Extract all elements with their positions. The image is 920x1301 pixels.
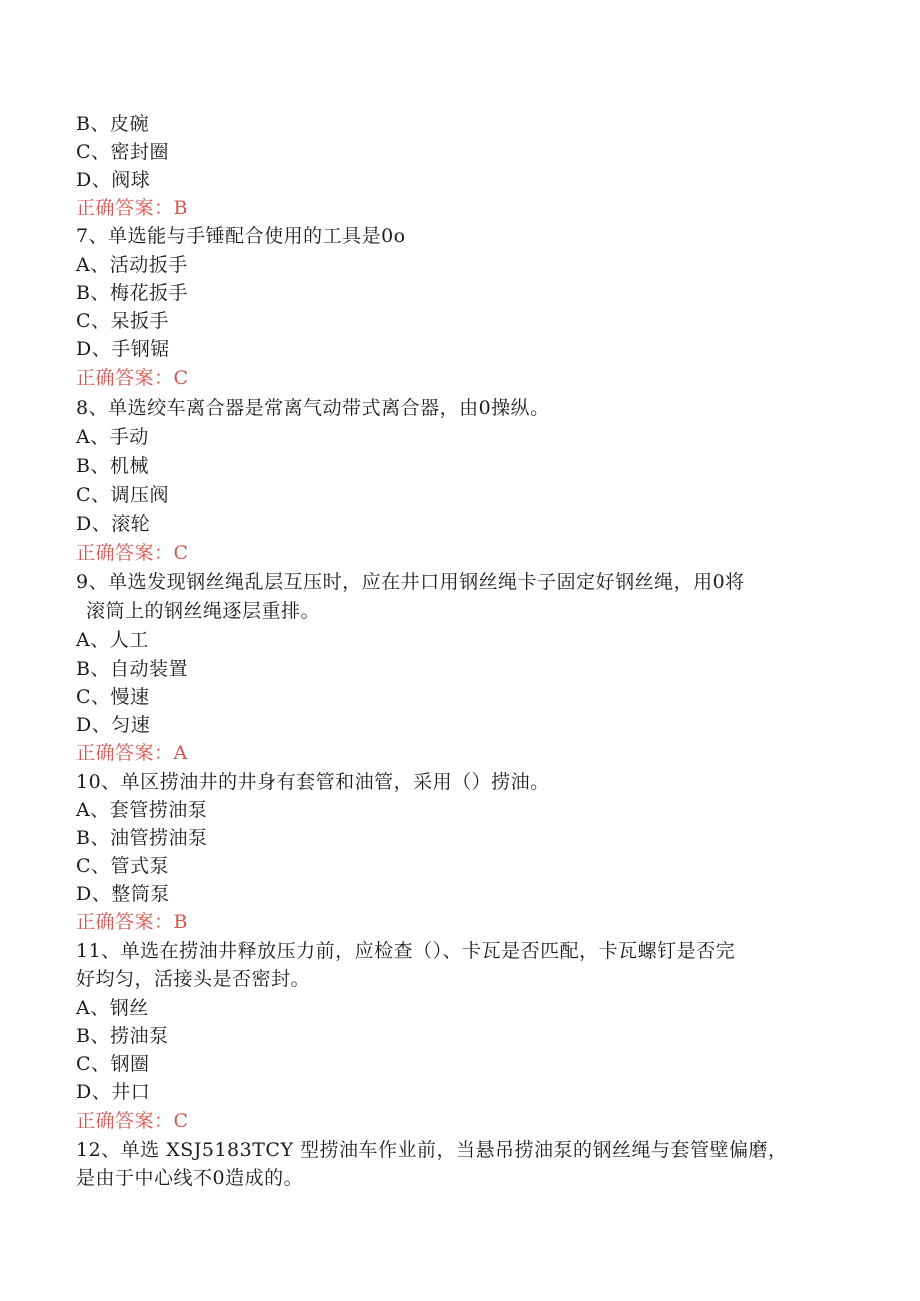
option-line: C、慢速: [76, 686, 150, 708]
question-line: 11、单选在捞油井释放压力前，应检查（）、卡瓦是否匹配，卡瓦螺钉是否完: [76, 940, 736, 962]
option-line: B、油管捞油泵: [76, 827, 208, 849]
option-line: D、整筒泵: [76, 883, 170, 905]
answer-line: 正确答案：C: [76, 1110, 189, 1132]
option-line: C、钢圈: [76, 1053, 150, 1075]
option-line: A、人工: [76, 629, 149, 651]
question-line: 12、单选 XSJ5183TCY 型捞油车作业前，当悬吊捞油泵的钢丝绳与套管壁偏磨，: [76, 1139, 788, 1161]
option-line: D、匀速: [76, 714, 151, 736]
option-line: C、调压阀: [76, 484, 170, 506]
question-continuation-line: 是由于中心线不0造成的。: [76, 1167, 304, 1189]
question-continuation-line: 好均匀，活接头是否密封。: [76, 968, 311, 990]
option-line: D、手钢锯: [76, 338, 170, 360]
option-line: A、手动: [76, 426, 149, 448]
question-continuation-line: 滚筒上的钢丝绳逐层重排。: [86, 600, 321, 622]
question-line: 8、单选绞车离合器是常离气动带式离合器，由0操纵。: [76, 397, 550, 419]
option-line: B、机械: [76, 455, 149, 477]
answer-line: 正确答案：C: [76, 367, 189, 389]
option-line: D、滚轮: [76, 513, 151, 535]
option-line: A、活动扳手: [76, 254, 188, 276]
answer-line: 正确答案：B: [76, 911, 188, 933]
option-line: C、管式泵: [76, 855, 170, 877]
answer-line: 正确答案：C: [76, 542, 189, 564]
answer-line: 正确答案：A: [76, 742, 188, 764]
answer-line: 正确答案：B: [76, 197, 188, 219]
option-line: C、呆扳手: [76, 310, 170, 332]
question-line: 9、单选发现钢丝绳乱层互压时，应在井口用钢丝绳卡子固定好钢丝绳，用0将: [76, 571, 745, 593]
option-line: B、皮碗: [76, 113, 149, 135]
option-line: B、梅花扳手: [76, 282, 188, 304]
option-line: B、自动装置: [76, 658, 188, 680]
question-line: 10、单区捞油井的井身有套管和油管，采用（）捞油。: [76, 771, 550, 793]
option-line: A、套管捞油泵: [76, 799, 208, 821]
option-line: C、密封圈: [76, 141, 170, 163]
option-line: A、钢丝: [76, 997, 149, 1019]
option-line: D、阀球: [76, 169, 151, 191]
question-line: 7、单选能与手锤配合使用的工具是0o: [76, 225, 406, 247]
option-line: D、井口: [76, 1081, 151, 1103]
option-line: B、捞油泵: [76, 1025, 169, 1047]
